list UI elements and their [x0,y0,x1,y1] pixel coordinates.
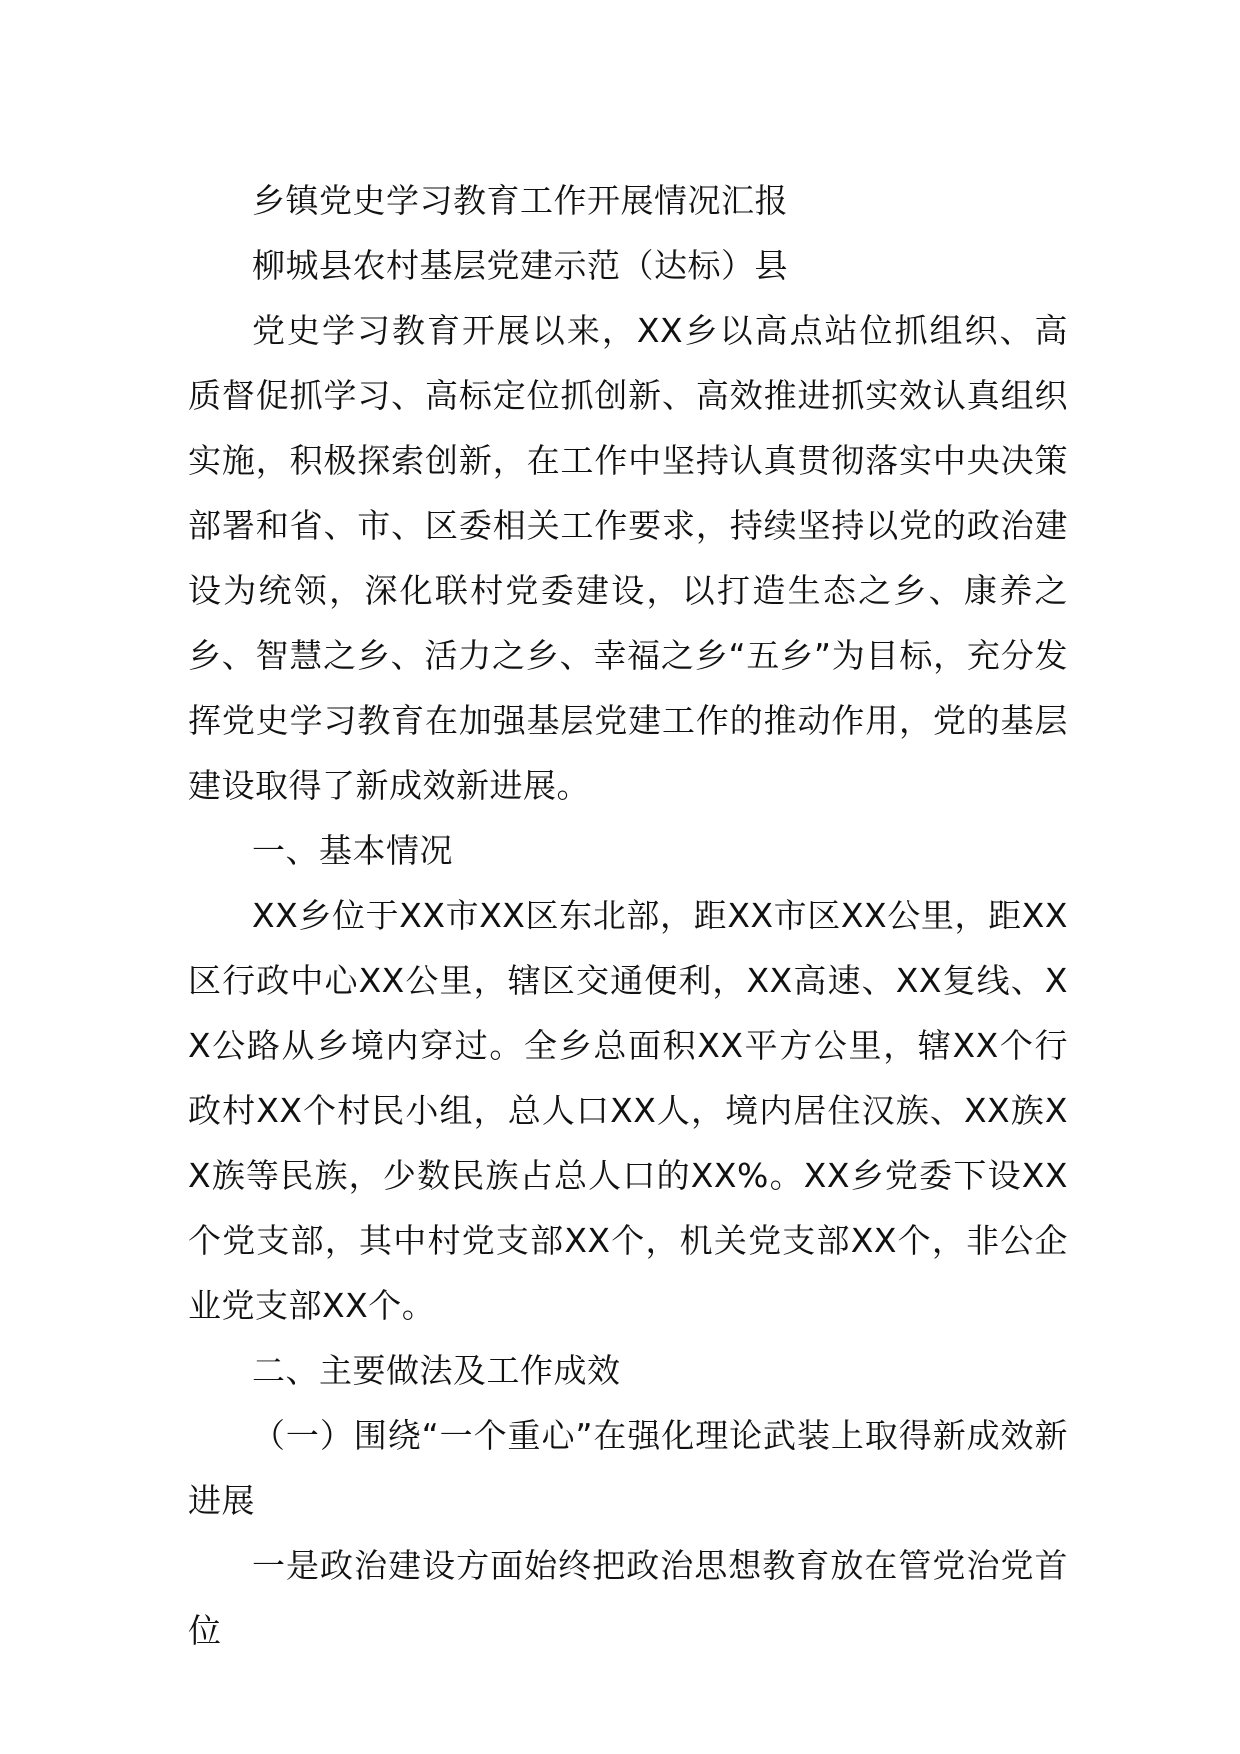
document-page [188,168,1068,1663]
document-subtitle: 柳城县农村基层党建示范（达标）县 [252,246,788,285]
document-title: 乡镇党史学习教育工作开展情况汇报 [252,181,788,220]
section-heading-main-practices: 二、主要做法及工作成效 [252,1351,621,1390]
basic-situation-paragraph: XX乡位于XX市XX区东北部，距XX市区XX公里，距XX区行政中心XX公里，辖区交通便利，XX高速、XX复线、XX公路从乡境内穿过。全乡总面积XX平方公里，辖XX个行政村XX个村民小组，总人口XX人，境内居住汉族、XX族XX族等民族，少数民族占总人口的XX%。XX乡党委下设XX个党支部，其中村党支部XX个，机关党支部XX个，非公企业党支部XX个。 [188,896,1068,1325]
section-heading-basic-situation: 一、基本情况 [252,831,453,870]
subsection-heading-one: （一）围绕“一个重心”在强化理论武装上取得新成效新进展 [188,1416,1068,1520]
subsection-one-paragraph: 一是政治建设方面始终把政治思想教育放在管党治党首位 [188,1546,1068,1650]
intro-paragraph: 党史学习教育开展以来，XX乡以高点站位抓组织、高质督促抓学习、高标定位抓创新、高效推进抓实效认真组织实施，积极探索创新，在工作中坚持认真贯彻落实中央决策部署和省、市、区委相关工作要求，持续坚持以党的政治建设为统领，深化联村党委建设，以打造生态之乡、康养之乡、智慧之乡、活力之乡、幸福之乡“五乡”为目标，充分发挥党史学习教育在加强基层党建工作的推动作用，党的基层建设取得了新成效新进展。 [188,311,1068,805]
